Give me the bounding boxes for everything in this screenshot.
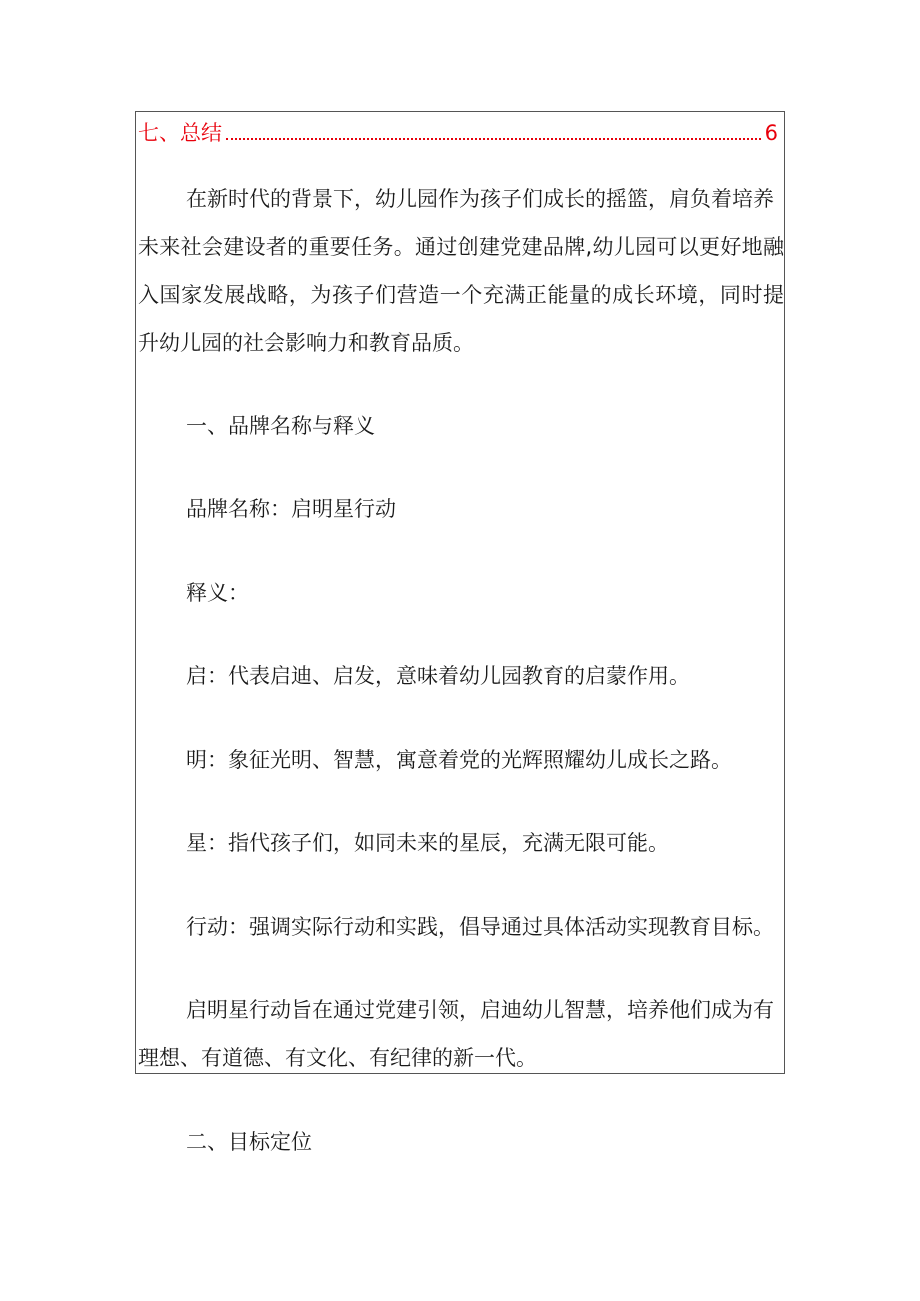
- intro-line-3: 入国家发展战略，为孩子们营造一个充满正能量的成长环境，同时提: [138, 283, 784, 307]
- section-2-heading: 二、目标定位: [186, 1130, 312, 1154]
- intro-line-1: 在新时代的背景下，幼儿园作为孩子们成长的摇篮，肩负着培养: [186, 187, 774, 211]
- meaning-xingdong: 行动：强调实际行动和实践，倡导通过具体活动实现教育目标。: [186, 915, 774, 939]
- meaning-qi: 启：代表启迪、启发，意味着幼儿园教育的启蒙作用。: [186, 664, 690, 688]
- toc-leader-dots: [226, 138, 761, 140]
- brand-name: 品牌名称：启明星行动: [186, 497, 396, 521]
- intro-line-4: 升幼儿园的社会影响力和教育品质。: [138, 331, 474, 355]
- section-1-heading: 一、品牌名称与释义: [186, 414, 375, 438]
- meaning-ming: 明：象征光明、智慧，寓意着党的光辉照耀幼儿成长之路。: [186, 748, 732, 772]
- summary-line-2: 理想、有道德、有文化、有纪律的新一代。: [138, 1046, 537, 1070]
- toc-page-number: 6: [764, 121, 778, 145]
- meaning-xing: 星：指代孩子们，如同未来的星辰，充满无限可能。: [186, 831, 669, 855]
- toc-entry[interactable]: [138, 118, 778, 148]
- intro-line-2: 未来社会建设者的重要任务。通过创建党建品牌,幼儿园可以更好地融: [138, 235, 784, 259]
- meaning-label: 释义：: [186, 581, 249, 605]
- summary-line-1: 启明星行动旨在通过党建引领，启迪幼儿智慧，培养他们成为有: [186, 998, 774, 1022]
- toc-entry-label: 七、总结: [138, 121, 222, 145]
